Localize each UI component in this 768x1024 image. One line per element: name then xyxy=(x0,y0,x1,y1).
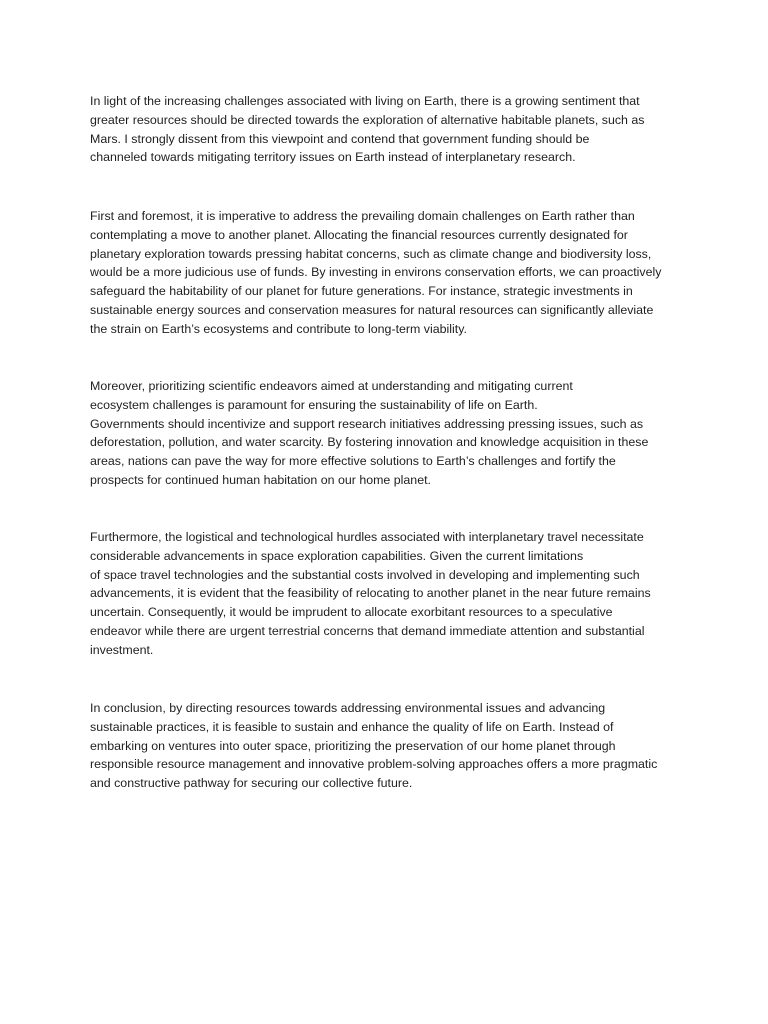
line: In light of the increasing challenges associated with living on Earth, there is a growing sentiment that xyxy=(90,94,640,108)
line: channeled towards mitigating territory issues on Earth instead of interplanetary research. xyxy=(90,150,576,165)
line: Governments should incentivize and support research initiatives addressing pressing issues, such as xyxy=(90,416,644,431)
line: of space travel technologies and the substantial costs involved in developing and implementing such xyxy=(90,567,640,582)
line: safeguard the habitability of our planet for future generations. For instance, strategic investments in xyxy=(90,284,633,298)
line: advancements, it is evident that the feasibility of relocating to another planet in the near future remains xyxy=(90,586,651,601)
line: ecosystem challenges is paramount for ensuring the sustainability of life on Earth. xyxy=(90,397,538,412)
line: responsible resource management and innovative problem-solving approaches offers a more pragmatic xyxy=(90,757,658,772)
paragraph-second-argument xyxy=(90,377,690,490)
line: First and foremost, it is imperative to address the prevailing domain challenges on Earth rather than xyxy=(90,209,635,223)
line: would be a more judicious use of funds. By investing in environs conservation efforts, we can proactively xyxy=(90,265,662,280)
line: uncertain. Consequently, it would be imprudent to allocate exorbitant resources to a speculative xyxy=(90,605,613,619)
line: endeavor while there are urgent terrestrial concerns that demand immediate attention and substantial xyxy=(90,623,645,638)
line: considerable advancements in space exploration capabilities. Given the current limitations xyxy=(90,548,584,563)
line: embarking on ventures into outer space, prioritizing the preservation of our home planet through xyxy=(90,738,616,753)
line: Moreover, prioritizing scientific endeavors aimed at understanding and mitigating current xyxy=(90,379,573,393)
line: sustainable practices, it is feasible to sustain and enhance the quality of life on Earth. Instead of xyxy=(90,719,614,734)
line: deforestation, pollution, and water scarcity. By fostering innovation and knowledge acquisition in these xyxy=(90,435,649,450)
line: prospects for continued human habitation on our home planet. xyxy=(90,472,431,487)
line: contemplating a move to another planet. Allocating the financial resources currently designated for xyxy=(90,227,628,242)
line: and constructive pathway for securing our collective future. xyxy=(90,776,413,790)
paragraph-intro xyxy=(90,92,690,167)
line: the strain on Earth’s ecosystems and contribute to long-term viability. xyxy=(90,321,467,336)
line: greater resources should be directed towards the exploration of alternative habitable planets, such as xyxy=(90,112,645,127)
line: planetary exploration towards pressing habitat concerns, such as climate change and biodiversity loss, xyxy=(90,246,652,261)
line: sustainable energy sources and conservation measures for natural resources can significantly alleviate xyxy=(90,302,654,317)
line: Mars. I strongly dissent from this viewpoint and contend that government funding should be xyxy=(90,131,590,146)
paragraph-conclusion xyxy=(90,699,690,793)
line: areas, nations can pave the way for more effective solutions to Earth’s challenges and fortify the xyxy=(90,454,616,468)
paragraph-first-argument xyxy=(90,207,690,338)
line: investment. xyxy=(90,642,154,657)
paragraph-third-argument xyxy=(90,528,690,659)
line: In conclusion, by directing resources towards addressing environmental issues and advancing xyxy=(90,701,606,715)
line: Furthermore, the logistical and technological hurdles associated with interplanetary travel necessitate xyxy=(90,530,644,544)
